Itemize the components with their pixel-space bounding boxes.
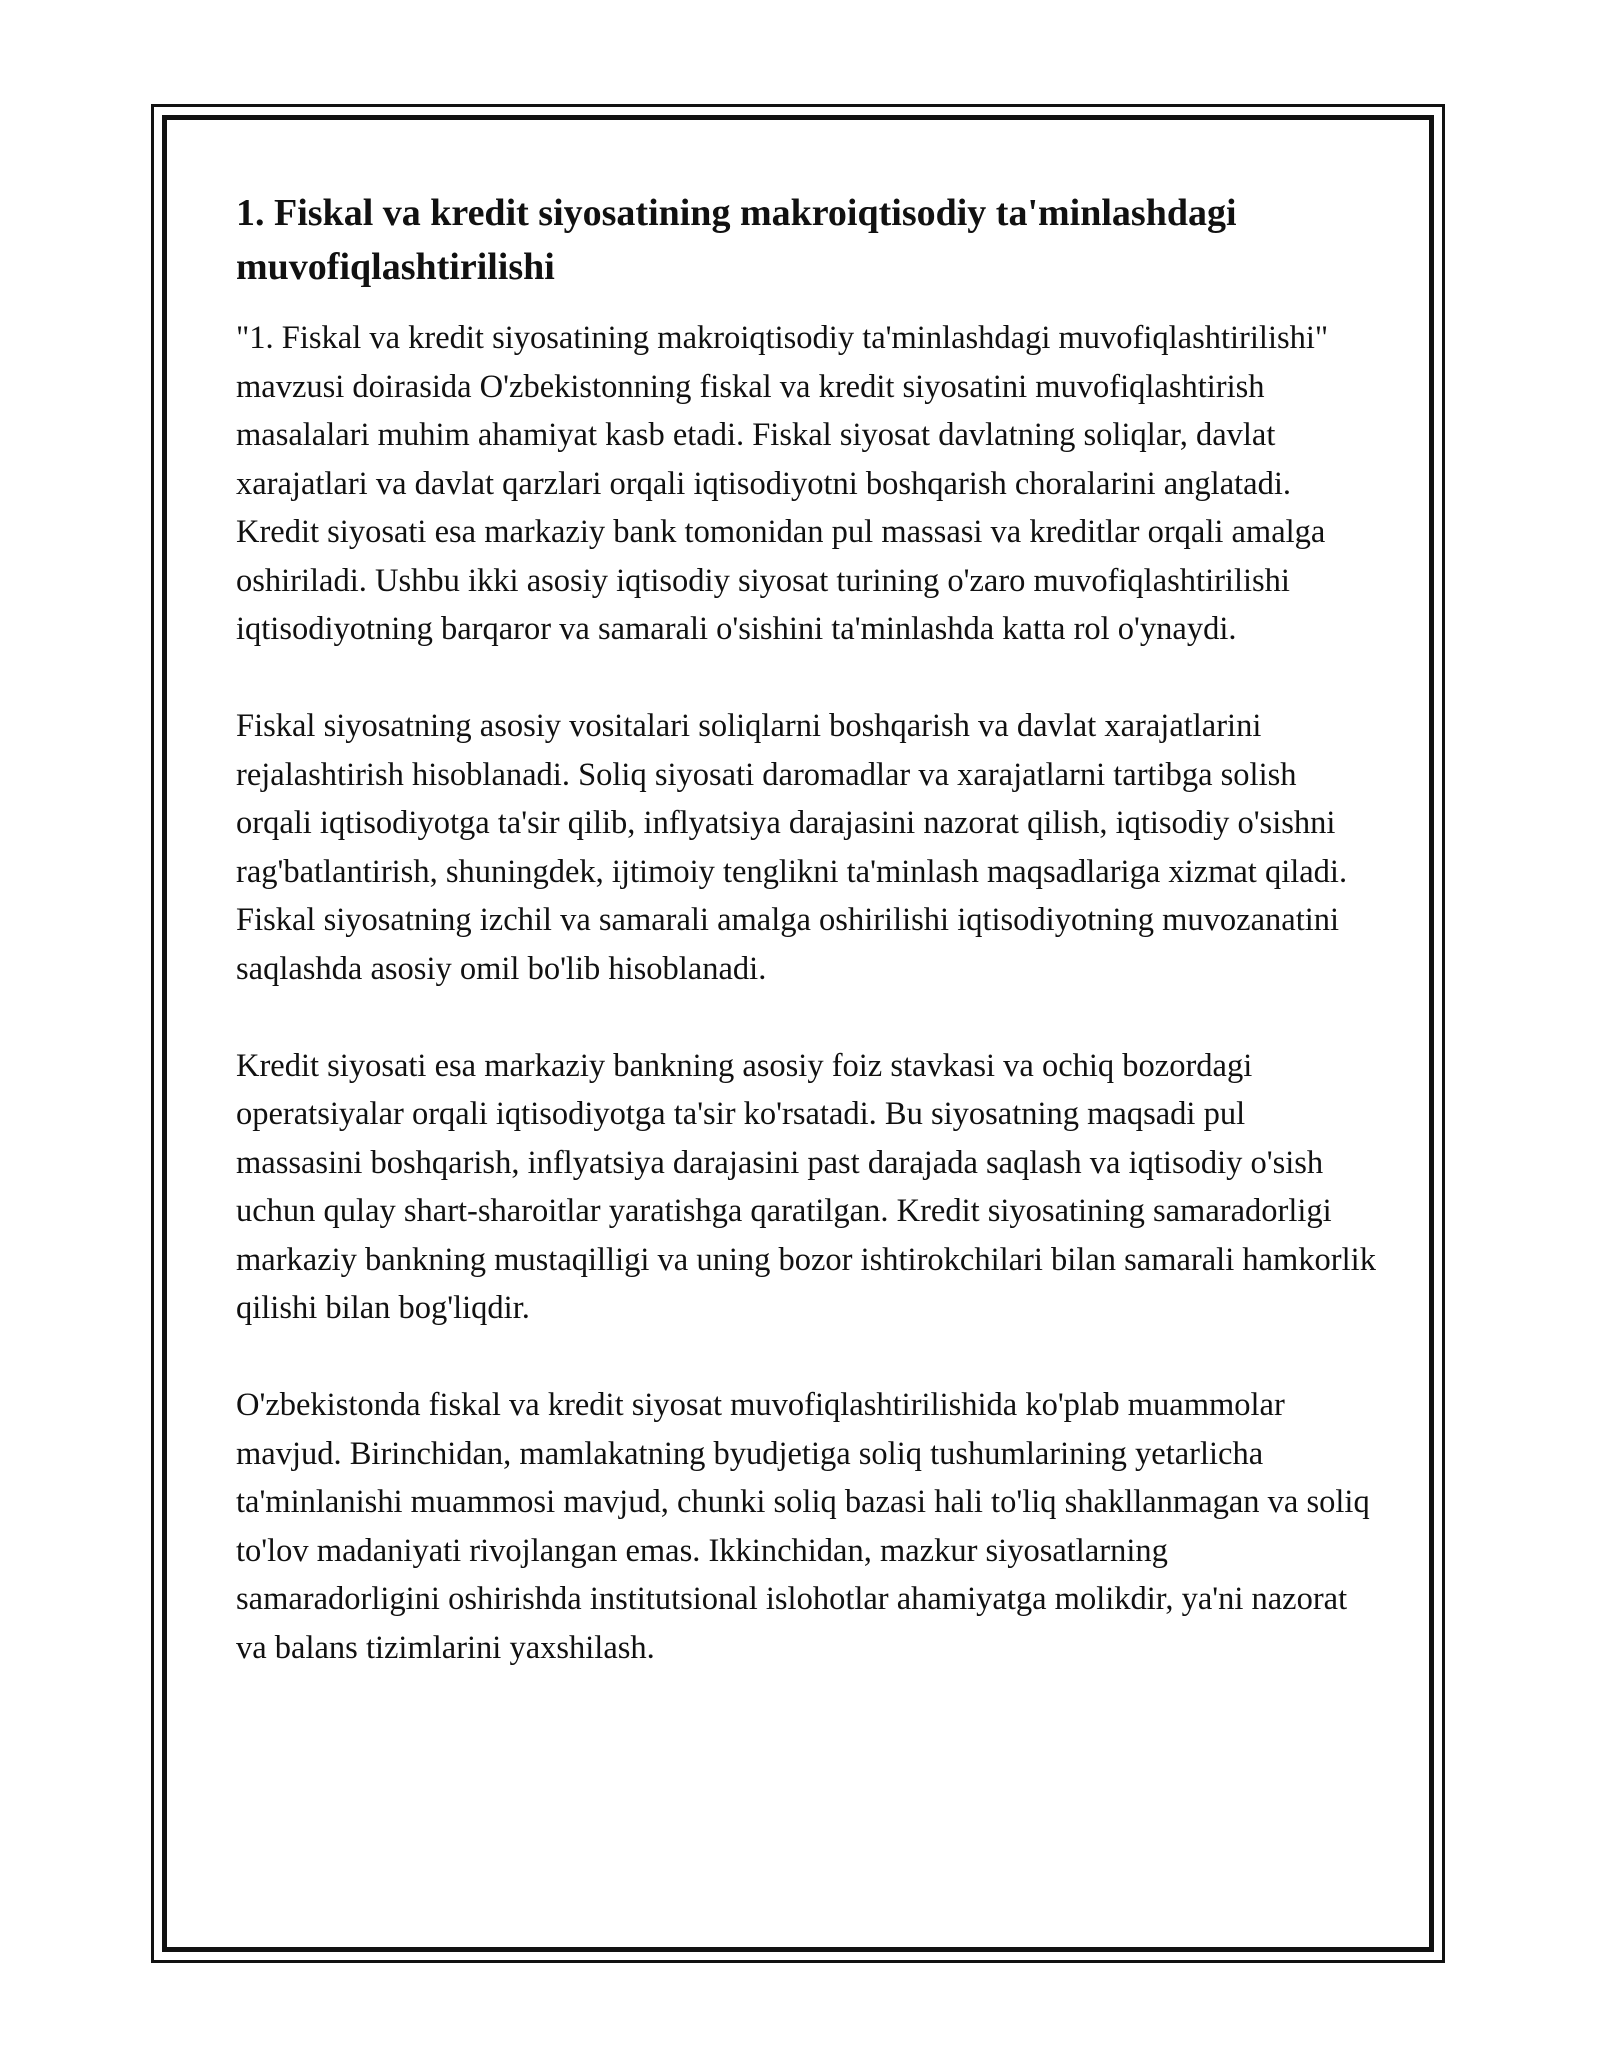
paragraph-4: O'zbekistonda fiskal va kredit siyosat muvofiqlashtirilishida ko'plab muammolar mavjud. Birinchidan, mamlakatning byudjetiga soliq tushumlarining yetarlicha ta'minlanishi muammosi mavjud, chunki soliq bazasi hali to'liq shakllanmagan va soliq to'lov madaniyati rivojlangan emas. Ikkinchidan, mazkur siyosatlarning samaradorligini oshirishda institutsional islohotlar ahamiyatga molikdir, ya'ni nazorat va balans tizimlarini yaxshilash. — [236, 1387, 1370, 1666]
paragraph-2: Fiskal siyosatning asosiy vositalari soliqlarni boshqarish va davlat xarajatlarini rejalashtirish hisoblanadi. Soliq siyosati daromadlar va xarajatlarni tartibga solish orqali iqtisodiyotga ta'sir qilib, inflyatsiya darajasini nazorat qilish, iqtisodiy o'sishni rag'batlantirish, shuningdek, ijtimoiy tenglikni ta'minlash maqsadlariga xizmat qiladi. Fiskal siyosatning izchil va samarali amalga oshirilishi iqtisodiyotning muvozanatini saqlashda asosiy omil bo'lib hisoblanadi. — [236, 708, 1348, 987]
document-title: 1. Fiskal va kredit siyosatining makroiqtisodiy ta'minlashdagi muvofiqlashtirilishi — [236, 192, 1237, 288]
paragraph-3: Kredit siyosati esa markaziy bankning asosiy foiz stavkasi va ochiq bozordagi operatsiyalar orqali iqtisodiyotga ta'sir ko'rsatadi. Bu siyosatning maqsadi pul massasini boshqarish, inflyatsiya darajasini past darajada saqlash va iqtisodiy o'sish uchun qulay shart-sharoitlar yaratishga qaratilgan. Kredit siyosatining samaradorligi markaziy bankning mustaqilligi va uning bozor ishtirokchilari bilan samarali hamkorlik qilishi bilan bog'liqdir. — [236, 1047, 1376, 1326]
document-body — [236, 186, 1376, 1721]
paragraph-1: "1. Fiskal va kredit siyosatining makroiqtisodiy ta'minlashdagi muvofiqlashtirilishi" mavzusi doirasida O'zbekistonning fiskal va kredit siyosatini muvofiqlashtirish masalalari muhim ahamiyat kasb etadi. Fiskal siyosat davlatning soliqlar, davlat xarajatlari va davlat qarzlari orqali iqtisodiyotni boshqarish choralarini anglatadi. Kredit siyosati esa markaziy bank tomonidan pul massasi va kreditlar orqali amalga oshiriladi. Ushbu ikki asosiy iqtisodiy siyosat turining o'zaro muvofiqlashtirilishi iqtisodiyotning barqaror va samarali o'sishini ta'minlashda katta rol o'ynaydi. — [236, 320, 1329, 647]
